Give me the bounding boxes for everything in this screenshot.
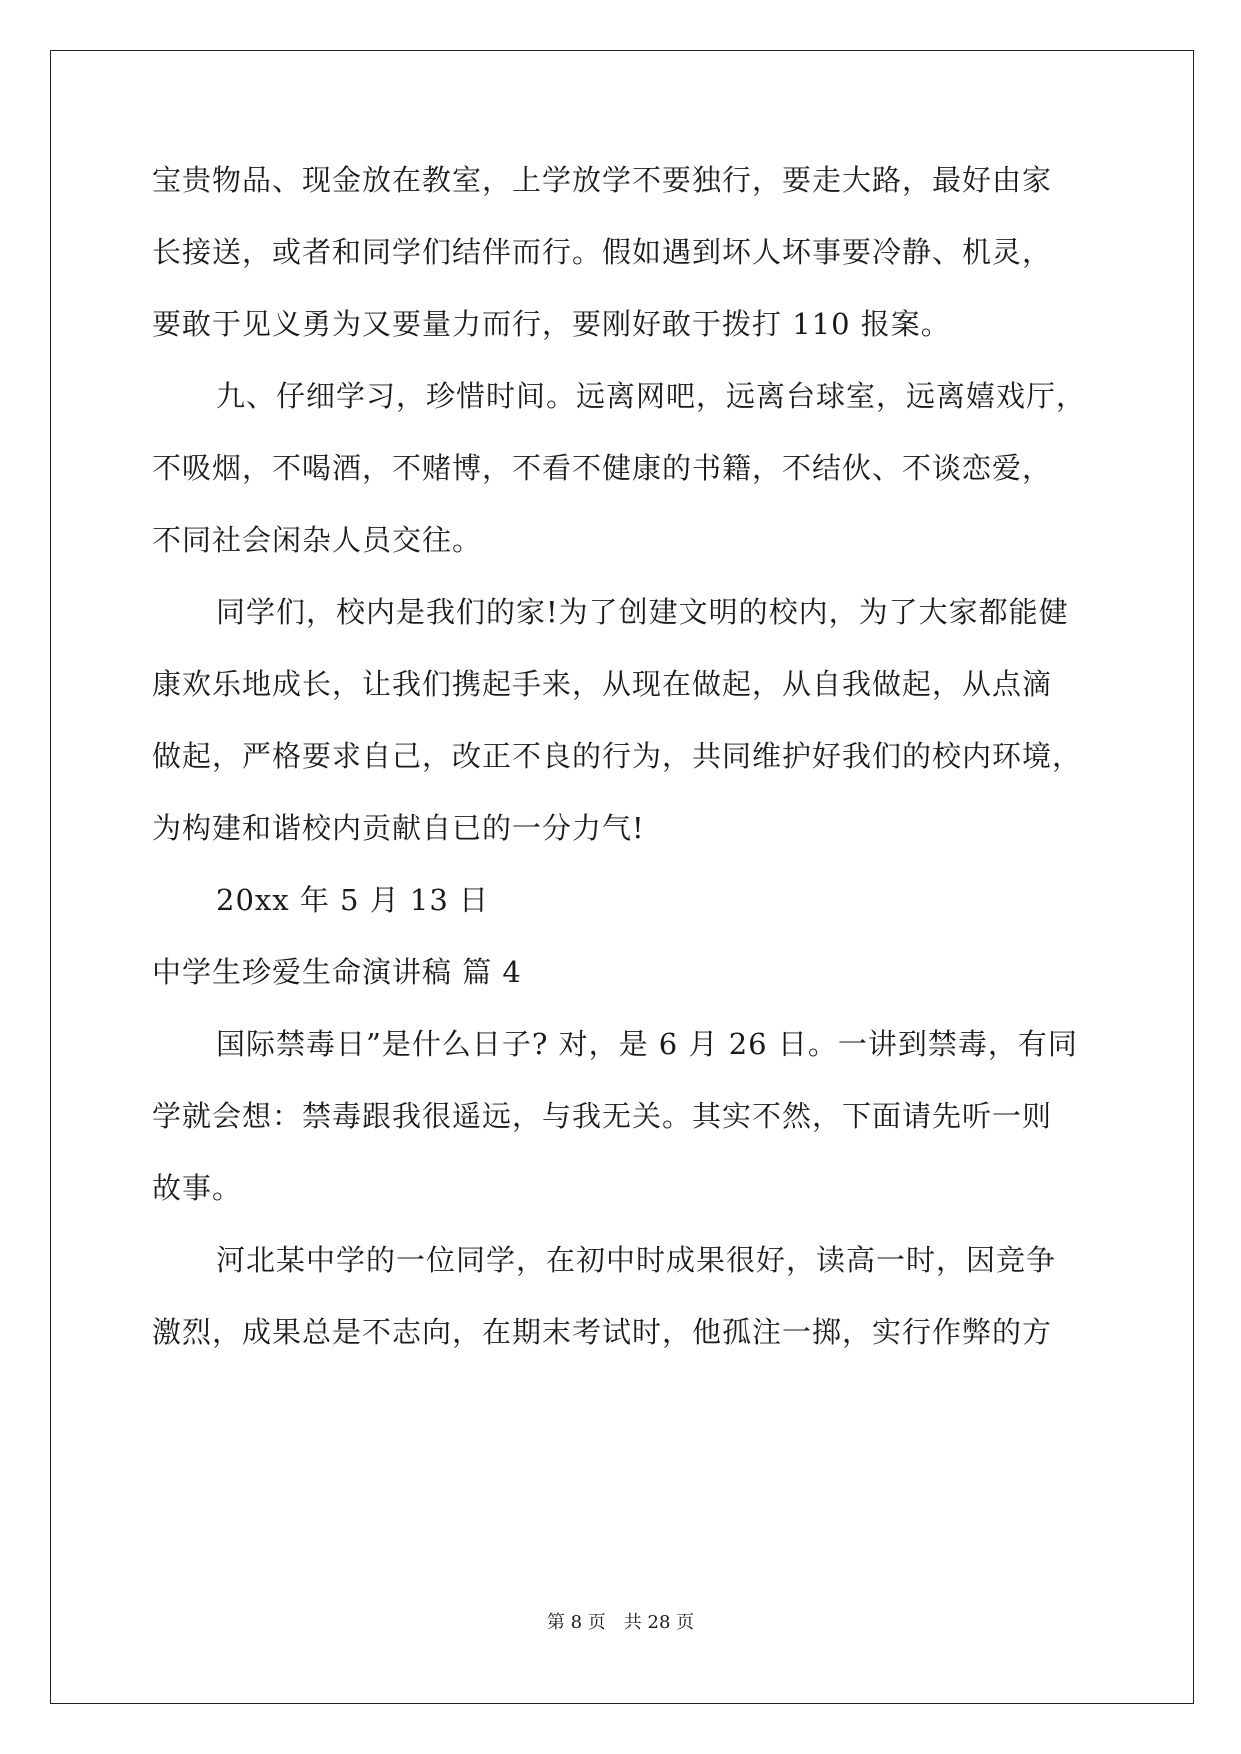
text-line: 九、仔细学习，珍惜时间。远离网吧，远离台球室，远离嬉戏厅， (216, 379, 1087, 413)
section-heading: 中学生珍爱生命演讲稿 篇 4 (152, 955, 522, 989)
page-number-footer: 第 8 页 共 28 页 (546, 1612, 695, 1633)
text-line: 不同社会闲杂人员交往。 (152, 523, 483, 557)
text-line: 学就会想：禁毒跟我很遥远，与我无关。其实不然，下面请先听一则 (152, 1099, 1053, 1133)
text-line: 康欢乐地成长，让我们携起手来，从现在做起，从自我做起，从点滴 (152, 667, 1053, 701)
text-line: 激烈，成果总是不志向，在期末考试时，他孤注一掷，实行作弊的方 (152, 1315, 1053, 1349)
text-line: 不吸烟，不喝酒，不赌博，不看不健康的书籍，不结伙、不谈恋爱， (152, 451, 1053, 485)
text-line: 国际禁毒日”是什么日子? 对，是 6 月 26 日。一讲到禁毒，有同 (216, 1027, 1078, 1061)
page-border (50, 50, 1194, 1704)
text-line: 河北某中学的一位同学，在初中时成果很好，读高一时，因竞争 (216, 1243, 1057, 1277)
text-line: 同学们，校内是我们的家!为了创建文明的校内，为了大家都能健 (216, 595, 1069, 629)
text-line: 宝贵物品、现金放在教室，上学放学不要独行，要走大路，最好由家 (152, 163, 1053, 197)
text-line: 做起，严格要求自己，改正不良的行为，共同维护好我们的校内环境， (152, 739, 1083, 773)
text-line: 长接送，或者和同学们结伴而行。假如遇到坏人坏事要冷静、机灵， (152, 235, 1053, 269)
text-line: 为构建和谐校内贡献自已的一分力气! (152, 811, 645, 845)
date-line: 20xx 年 5 月 13 日 (216, 883, 490, 917)
text-line: 要敢于见义勇为又要量力而行，要刚好敢于拨打 110 报案。 (152, 307, 951, 341)
text-line: 故事。 (152, 1171, 243, 1205)
